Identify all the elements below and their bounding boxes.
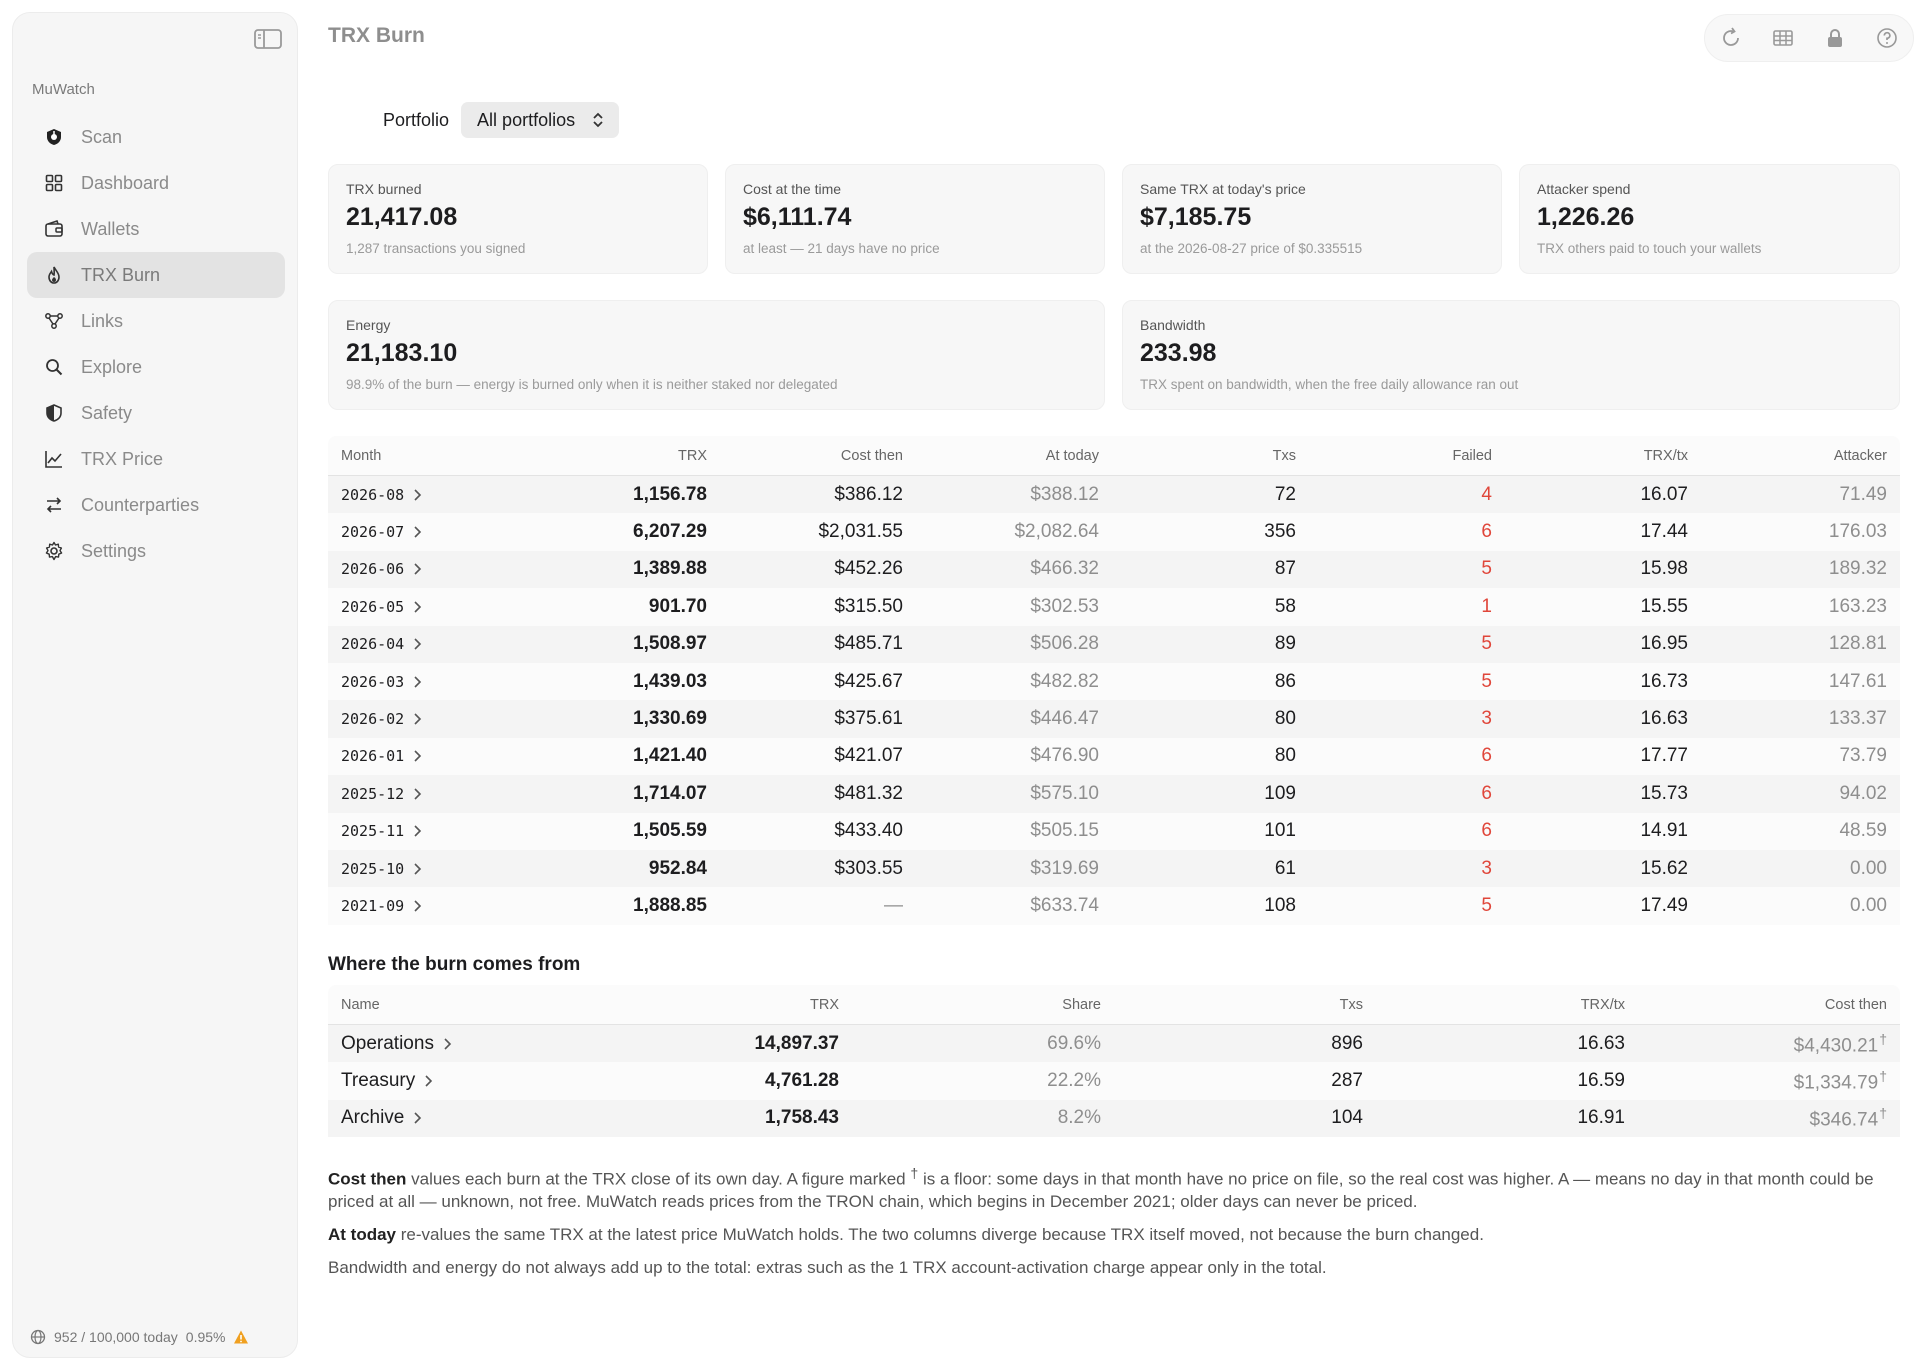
table-row[interactable] (328, 775, 1900, 812)
sidebar-toggle-icon[interactable] (253, 27, 283, 51)
usage-percent: 0.95% (185, 1329, 226, 1345)
cell-cost-then (1638, 1031, 1900, 1057)
cell-trx-per-tx: 16.63 (1640, 708, 1688, 730)
cell-attacker: 0.00 (1850, 857, 1887, 879)
table-row[interactable] (328, 1100, 1900, 1137)
cell-at-today: $319.69 (1030, 857, 1099, 879)
table-row[interactable] (328, 663, 1900, 700)
globe-icon (30, 1329, 46, 1345)
dagger-mark: † (1879, 1030, 1887, 1047)
cell-txs: 896 (1331, 1032, 1363, 1054)
card-subtext: 1,287 transactions you signed (346, 241, 526, 256)
dagger-mark: † (1879, 1105, 1887, 1122)
cell-attacker: 133.37 (1828, 708, 1887, 730)
sidebar-item-safety[interactable] (27, 390, 285, 436)
cell-name[interactable] (328, 1070, 590, 1092)
gear-icon (43, 540, 65, 562)
table-row[interactable] (328, 588, 1900, 625)
chevron-updown-icon (591, 111, 605, 129)
toolbar (1704, 14, 1914, 62)
burn-sources-table (328, 985, 1900, 1137)
cell-trx: 1,330.69 (633, 708, 707, 730)
month-label: 2026-05 (341, 597, 405, 616)
cell-cost-then: $303.55 (834, 857, 903, 879)
cell-trx: 1,714.07 (633, 782, 707, 804)
table-row[interactable] (328, 738, 1900, 775)
cell-trx: 1,505.59 (633, 820, 707, 842)
cell-trx-per-tx: 15.73 (1640, 782, 1688, 804)
cell-at-today: $466.32 (1030, 558, 1099, 580)
explanatory-notes (328, 1163, 1888, 1290)
search-icon (43, 356, 65, 378)
table-row[interactable] (328, 1062, 1900, 1099)
sidebar-item-settings[interactable] (27, 528, 285, 574)
cell-failed: 6 (1481, 521, 1492, 543)
card-label: Attacker spend (1537, 181, 1631, 197)
cell-attacker: 48.59 (1839, 820, 1887, 842)
cell-txs: 108 (1264, 894, 1296, 916)
cell-trx: 1,439.03 (633, 670, 707, 692)
month-label: 2026-02 (341, 710, 405, 729)
card-subtext: at the 2026-08-27 price of $0.335515 (1140, 241, 1363, 256)
month-label: 2025-12 (341, 784, 405, 803)
sidebar-item-trx-price[interactable] (27, 436, 285, 482)
card-bandwidth (1122, 300, 1900, 410)
cell-cost-then: $421.07 (834, 745, 903, 767)
sidebar-item-counterparties[interactable] (27, 482, 285, 528)
sidebar-item-explore[interactable] (27, 344, 285, 390)
note-text: values each burn at the TRX close of its own day. A figure marked (406, 1169, 911, 1189)
card-label: Cost at the time (743, 181, 842, 197)
month-label: 2026-08 (341, 485, 405, 504)
col-txs[interactable]: Txs (1272, 447, 1296, 464)
warning-icon (233, 1329, 249, 1345)
source-name: Archive (341, 1107, 405, 1129)
card-cost-at-time (725, 164, 1105, 274)
cell-txs: 80 (1274, 708, 1296, 730)
cell-trx-per-tx: 17.44 (1640, 521, 1688, 543)
chevron-right-icon (412, 600, 422, 614)
col-attacker[interactable]: Attacker (1833, 447, 1887, 464)
chevron-right-icon (412, 637, 422, 651)
table-body (328, 1025, 1900, 1137)
table-row[interactable] (328, 813, 1900, 850)
cell-failed: 4 (1481, 483, 1492, 505)
cell-attacker: 147.61 (1828, 670, 1887, 692)
card-subtext: TRX spent on bandwidth, when the free daily allowance ran out (1140, 377, 1519, 392)
monthly-burn-table (328, 436, 1900, 925)
cell-trx: 14,897.37 (754, 1032, 839, 1054)
cell-trx: 1,508.97 (633, 633, 707, 655)
sidebar-item-label: Dashboard (81, 172, 170, 193)
sidebar-item-trx-burn[interactable] (27, 252, 285, 298)
cell-txs: 89 (1274, 633, 1296, 655)
chevron-right-icon (412, 1111, 422, 1125)
cell-trx-per-tx: 14.91 (1640, 820, 1688, 842)
card-label: Energy (346, 317, 391, 333)
cell-at-today: $2,082.64 (1014, 521, 1099, 543)
card-today-price (1122, 164, 1502, 274)
cell-trx: 1,888.85 (633, 894, 707, 916)
cell-at-today: $505.15 (1030, 820, 1099, 842)
cell-trx-per-tx: 16.07 (1640, 483, 1688, 505)
col-txs[interactable]: Txs (1339, 996, 1363, 1013)
card-subtext: 98.9% of the burn — energy is burned only when it is neither staked nor delegated (346, 377, 838, 392)
cell-attacker: 163.23 (1828, 595, 1887, 617)
card-value: 233.98 (1140, 339, 1217, 367)
source-name: Operations (341, 1032, 434, 1054)
portfolio-selected-value: All portfolios (477, 109, 576, 130)
sidebar-item-label: Counterparties (81, 494, 200, 515)
cell-failed: 5 (1481, 633, 1492, 655)
note-term: Cost then (328, 1169, 407, 1189)
refresh-icon[interactable] (1717, 24, 1745, 52)
cell-cost-then (1638, 1068, 1900, 1094)
card-subtext: at least — 21 days have no price (743, 241, 940, 256)
cell-name[interactable] (328, 1033, 590, 1055)
table-row[interactable] (328, 551, 1900, 588)
sidebar-nav (27, 114, 285, 574)
cell-failed: 5 (1481, 670, 1492, 692)
cell-trx: 1,758.43 (765, 1107, 839, 1129)
cell-trx: 4,761.28 (765, 1070, 839, 1092)
note-cost-then (328, 1163, 1888, 1213)
cell-attacker: 94.02 (1839, 782, 1887, 804)
col-share[interactable]: Share (1062, 996, 1101, 1013)
col-name[interactable]: Name (341, 996, 380, 1013)
cell-at-today: $388.12 (1030, 483, 1099, 505)
grid-icon (43, 172, 65, 194)
cell-cost-then: $2,031.55 (818, 521, 903, 543)
cell-month[interactable] (328, 523, 524, 541)
cell-failed: 3 (1481, 708, 1492, 730)
chevron-right-icon (412, 899, 422, 913)
table-row[interactable] (328, 1025, 1900, 1062)
shield-icon (43, 402, 65, 424)
lock-icon[interactable] (1821, 24, 1849, 52)
cell-at-today: $633.74 (1030, 894, 1099, 916)
table-icon[interactable] (1769, 24, 1797, 52)
cost-value: $346.74 (1809, 1109, 1879, 1131)
col-at-today[interactable]: At today (1045, 447, 1099, 464)
cell-name[interactable] (328, 1107, 590, 1129)
sidebar-item-label: TRX Price (81, 448, 164, 469)
month-label: 2026-07 (341, 523, 405, 542)
network-icon (43, 310, 65, 332)
col-trx[interactable]: TRX (678, 447, 707, 464)
month-label: 2026-04 (341, 635, 405, 654)
help-icon[interactable] (1873, 24, 1901, 52)
cell-cost-then: $375.61 (834, 708, 903, 730)
sidebar-section-title: MuWatch (32, 81, 95, 98)
cell-trx-per-tx: 17.49 (1640, 894, 1688, 916)
cell-trx-per-tx: 17.77 (1640, 745, 1688, 767)
sidebar-item-wallets[interactable] (27, 206, 285, 252)
cell-attacker: 189.32 (1828, 558, 1887, 580)
sidebar-item-label: Wallets (81, 218, 140, 239)
cell-attacker: 71.49 (1839, 483, 1887, 505)
cell-txs: 356 (1264, 521, 1296, 543)
chevron-right-icon (412, 525, 422, 539)
sidebar-item-label: Links (81, 310, 124, 331)
card-value: 1,226.26 (1537, 203, 1635, 231)
cell-txs: 109 (1264, 782, 1296, 804)
cell-txs: 80 (1274, 745, 1296, 767)
note-dagger: † (910, 1166, 919, 1182)
card-value: $7,185.75 (1140, 203, 1252, 231)
card-value: 21,417.08 (346, 203, 458, 231)
cost-value: $1,334.79 (1793, 1072, 1879, 1094)
card-subtext: TRX others paid to touch your wallets (1537, 241, 1762, 256)
dagger-mark: † (1879, 1067, 1887, 1084)
col-trx-per-tx[interactable]: TRX/tx (1580, 996, 1625, 1013)
cell-month[interactable] (328, 598, 524, 616)
portfolio-filter (383, 102, 619, 138)
cell-month[interactable] (328, 822, 524, 840)
sidebar (12, 12, 298, 1358)
chevron-right-icon (442, 1037, 452, 1051)
cell-trx: 1,421.40 (633, 745, 707, 767)
cell-month[interactable] (328, 673, 524, 691)
sidebar-item-scan[interactable] (27, 114, 285, 160)
cell-cost-then: $452.26 (834, 558, 903, 580)
cell-attacker: 128.81 (1828, 633, 1887, 655)
cell-cost-then: $485.71 (834, 633, 903, 655)
note-text: re-values the same TRX at the latest price MuWatch holds. The two columns diverge because TRX itself moved, not because the burn changed. (396, 1224, 1484, 1244)
cell-txs: 72 (1274, 483, 1296, 505)
cell-month[interactable] (328, 860, 524, 878)
cell-txs: 86 (1274, 670, 1296, 692)
table-header (328, 985, 1900, 1025)
cell-attacker: 0.00 (1850, 894, 1887, 916)
chevron-right-icon (412, 749, 422, 763)
wallet-icon (43, 218, 65, 240)
cell-txs: 104 (1331, 1107, 1363, 1129)
table-row[interactable] (328, 476, 1900, 513)
cell-attacker: 176.03 (1828, 521, 1887, 543)
shield-scan-icon (43, 126, 65, 148)
cell-cost-then: — (884, 894, 903, 916)
month-label: 2025-11 (341, 822, 405, 841)
cell-month[interactable] (328, 635, 524, 653)
chevron-right-icon (412, 824, 422, 838)
cell-trx-per-tx: 15.98 (1640, 558, 1688, 580)
chevron-right-icon (423, 1074, 433, 1088)
card-value: 21,183.10 (346, 339, 458, 367)
chevron-right-icon (412, 712, 422, 726)
cell-trx-per-tx: 15.62 (1640, 857, 1688, 879)
cell-at-today: $446.47 (1030, 708, 1099, 730)
sidebar-item-label: Safety (81, 402, 133, 423)
cell-trx-per-tx: 16.91 (1577, 1107, 1625, 1129)
sidebar-item-label: Explore (81, 356, 143, 377)
cell-month[interactable] (328, 897, 524, 915)
cell-share: 69.6% (1047, 1032, 1101, 1054)
cell-cost-then: $425.67 (834, 670, 903, 692)
page-title: TRX Burn (328, 24, 425, 47)
cell-cost-then (1638, 1105, 1900, 1131)
table-body (328, 476, 1900, 925)
sidebar-item-links[interactable] (27, 298, 285, 344)
cell-month[interactable] (328, 710, 524, 728)
card-trx-burned (328, 164, 708, 274)
cell-at-today: $476.90 (1030, 745, 1099, 767)
cell-trx: 1,156.78 (633, 483, 707, 505)
section-title-sources: Where the burn comes from (328, 954, 581, 975)
cell-failed: 1 (1481, 595, 1492, 617)
cell-at-today: $575.10 (1030, 782, 1099, 804)
chart-line-icon (43, 448, 65, 470)
usage-count: 952 / 100,000 today (54, 1329, 178, 1345)
portfolio-label: Portfolio (383, 109, 450, 130)
table-row[interactable] (328, 626, 1900, 663)
cell-at-today: $482.82 (1030, 670, 1099, 692)
arrows-swap-icon (43, 494, 65, 516)
cell-failed: 6 (1481, 745, 1492, 767)
cell-txs: 101 (1264, 820, 1296, 842)
cell-share: 8.2% (1057, 1107, 1101, 1129)
month-label: 2025-10 (341, 859, 405, 878)
cell-txs: 61 (1274, 857, 1296, 879)
month-label: 2026-06 (341, 560, 405, 579)
chevron-right-icon (412, 787, 422, 801)
cell-failed: 6 (1481, 782, 1492, 804)
cell-txs: 58 (1274, 595, 1296, 617)
usage-footer (30, 1329, 249, 1345)
cell-cost-then: $481.32 (834, 782, 903, 804)
cell-failed: 5 (1481, 558, 1492, 580)
col-trx[interactable]: TRX (810, 996, 839, 1013)
cell-month[interactable] (328, 785, 524, 803)
cell-failed: 5 (1481, 894, 1492, 916)
note-bandwidth: Bandwidth and energy do not always add up to the total: extras such as the 1 TRX account-activation charge appear only in the total. (328, 1257, 1327, 1277)
source-name: Treasury (341, 1070, 416, 1092)
cell-trx: 6,207.29 (633, 521, 707, 543)
cell-trx-per-tx: 16.59 (1577, 1070, 1625, 1092)
cell-attacker: 73.79 (1839, 745, 1887, 767)
cell-failed: 3 (1481, 857, 1492, 879)
cell-month[interactable] (328, 486, 524, 504)
chevron-right-icon (412, 862, 422, 876)
sidebar-item-label: Settings (81, 540, 147, 561)
table-row[interactable] (328, 850, 1900, 887)
cell-trx: 1,389.88 (633, 558, 707, 580)
table-header (328, 436, 1900, 476)
sidebar-item-label: TRX Burn (81, 264, 161, 285)
month-label: 2026-03 (341, 672, 405, 691)
cost-value: $4,430.21 (1793, 1034, 1879, 1056)
note-at-today (328, 1224, 1888, 1246)
cell-trx-per-tx: 16.63 (1577, 1032, 1625, 1054)
note-term: At today (328, 1224, 396, 1244)
cell-trx-per-tx: 15.55 (1640, 595, 1688, 617)
chevron-right-icon (412, 562, 422, 576)
cell-cost-then: $433.40 (834, 820, 903, 842)
sidebar-item-label: Scan (81, 126, 123, 147)
col-cost-then[interactable]: Cost then (1824, 996, 1887, 1013)
flame-icon (43, 264, 65, 286)
chevron-right-icon (412, 488, 422, 502)
cell-cost-then: $386.12 (834, 483, 903, 505)
cell-share: 22.2% (1047, 1070, 1101, 1092)
col-cost-then[interactable]: Cost then (840, 447, 903, 464)
card-attacker-spend (1519, 164, 1900, 274)
cell-at-today: $302.53 (1030, 595, 1099, 617)
card-label: Bandwidth (1140, 317, 1206, 333)
card-label: Same TRX at today's price (1140, 181, 1306, 197)
cell-trx-per-tx: 16.95 (1640, 633, 1688, 655)
cell-at-today: $506.28 (1030, 633, 1099, 655)
cell-month[interactable] (328, 747, 524, 765)
month-label: 2026-01 (341, 747, 405, 766)
card-label: TRX burned (346, 181, 422, 197)
cell-txs: 87 (1274, 558, 1296, 580)
col-failed[interactable]: Failed (1452, 447, 1492, 464)
table-row[interactable] (328, 700, 1900, 737)
col-month[interactable]: Month (341, 447, 382, 464)
table-row[interactable] (328, 513, 1900, 550)
cell-failed: 6 (1481, 820, 1492, 842)
cell-txs: 287 (1331, 1070, 1363, 1092)
cell-trx: 901.70 (648, 595, 707, 617)
col-trx-per-tx[interactable]: TRX/tx (1643, 447, 1688, 464)
chevron-right-icon (412, 675, 422, 689)
card-energy (328, 300, 1105, 410)
table-row[interactable] (328, 887, 1900, 924)
cell-trx-per-tx: 16.73 (1640, 670, 1688, 692)
cell-cost-then: $315.50 (834, 595, 903, 617)
portfolio-select[interactable] (461, 102, 619, 138)
note-text: is a floor: some days in that month have no price on file, so the real cost was higher. A — means no day in that month could be priced at all — unknown, not free. MuWatch reads prices from the TRON chain, which begins in December 2021; older days can never be priced. (328, 1169, 1874, 1211)
card-value: $6,111.74 (743, 203, 852, 231)
month-label: 2021-09 (341, 896, 405, 915)
sidebar-item-dashboard[interactable] (27, 160, 285, 206)
cell-month[interactable] (328, 560, 524, 578)
cell-trx: 952.84 (648, 857, 707, 879)
